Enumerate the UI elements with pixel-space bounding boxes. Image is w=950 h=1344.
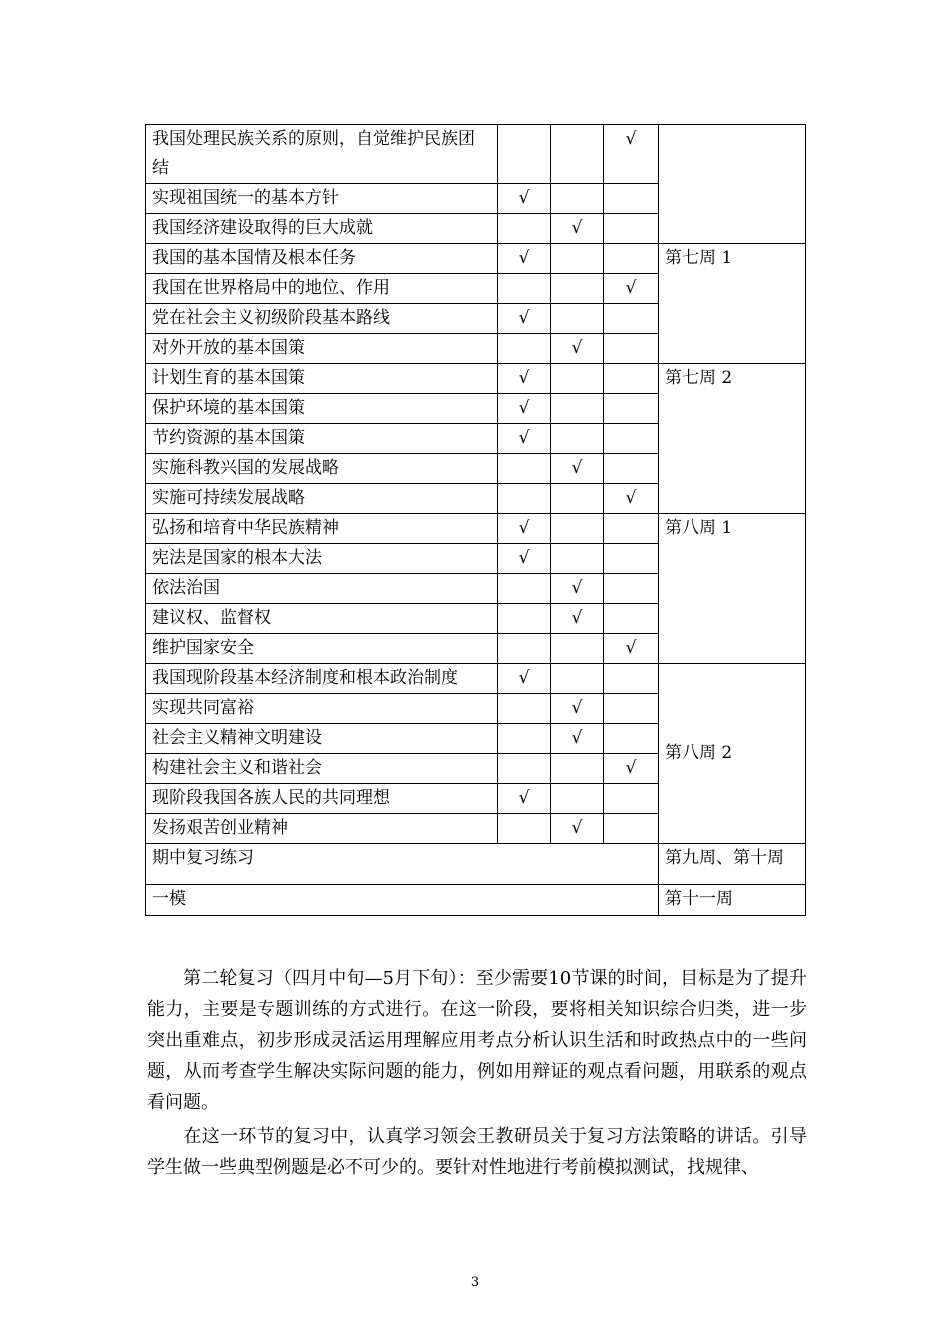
page-number: 3 [470, 1275, 480, 1290]
check-mark: √ [625, 278, 637, 298]
check-mark: √ [518, 548, 530, 568]
level-2-cell [551, 125, 604, 184]
level-1-cell [498, 484, 551, 514]
level-3-cell [604, 544, 659, 574]
level-3-cell [604, 454, 659, 484]
level-3-cell [604, 424, 659, 454]
level-3-cell [604, 604, 659, 634]
level-3-cell [604, 484, 659, 514]
level-2-cell [551, 394, 604, 424]
level-1-cell [498, 364, 551, 394]
level-1-cell [498, 184, 551, 214]
table-row [146, 664, 806, 694]
level-3-cell [604, 784, 659, 814]
level-2-cell [551, 214, 604, 244]
topic-cell: 我国在世界格局中的地位、作用 [146, 274, 498, 304]
level-3-cell [604, 634, 659, 664]
check-mark: √ [571, 338, 583, 358]
topic-cell: 计划生育的基本国策 [146, 364, 498, 394]
level-2-cell [551, 184, 604, 214]
check-mark: √ [625, 758, 637, 778]
level-2-cell [551, 544, 604, 574]
topic-cell: 对外开放的基本国策 [146, 334, 498, 364]
level-1-cell [498, 694, 551, 724]
level-2-cell [551, 274, 604, 304]
summary-label-cell: 一模 [146, 885, 659, 916]
level-1-cell [498, 514, 551, 544]
level-2-cell [551, 784, 604, 814]
check-mark: √ [571, 698, 583, 718]
level-3-cell [604, 244, 659, 274]
level-2-cell [551, 484, 604, 514]
level-2-cell [551, 694, 604, 724]
check-mark: √ [518, 248, 530, 268]
level-3-cell [604, 184, 659, 214]
topic-cell: 依法治国 [146, 574, 498, 604]
level-3-cell [604, 274, 659, 304]
summary-week-cell: 第九周、第十周 [659, 844, 806, 885]
level-1-cell [498, 424, 551, 454]
check-mark: √ [571, 218, 583, 238]
topic-cell: 现阶段我国各族人民的共同理想 [146, 784, 498, 814]
level-1-cell [498, 634, 551, 664]
check-mark: √ [571, 818, 583, 838]
level-2-cell [551, 334, 604, 364]
level-2-cell [551, 364, 604, 394]
level-1-cell [498, 304, 551, 334]
level-1-cell [498, 454, 551, 484]
check-mark: √ [518, 308, 530, 328]
level-3-cell [604, 214, 659, 244]
topic-cell: 社会主义精神文明建设 [146, 724, 498, 754]
table-row [146, 364, 806, 394]
topic-cell: 构建社会主义和谐社会 [146, 754, 498, 784]
topic-cell: 实现共同富裕 [146, 694, 498, 724]
level-1-cell [498, 574, 551, 604]
level-2-cell [551, 304, 604, 334]
topic-cell: 实施科教兴国的发展战略 [146, 454, 498, 484]
level-1-cell [498, 544, 551, 574]
table-row [146, 125, 806, 184]
week-cell [659, 125, 806, 244]
check-mark: √ [571, 728, 583, 748]
level-3-cell [604, 814, 659, 844]
topic-cell: 发扬艰苦创业精神 [146, 814, 498, 844]
check-mark: √ [625, 638, 637, 658]
level-1-cell [498, 244, 551, 274]
topic-cell: 党在社会主义初级阶段基本路线 [146, 304, 498, 334]
level-3-cell [604, 364, 659, 394]
level-3-cell [604, 514, 659, 544]
check-mark: √ [571, 458, 583, 478]
level-3-cell [604, 754, 659, 784]
topic-cell: 弘扬和培育中华民族精神 [146, 514, 498, 544]
check-mark: √ [518, 368, 530, 388]
level-3-cell [604, 394, 659, 424]
paragraph-review-method: 在这一环节的复习中，认真学习领会王教研员关于复习方法策略的讲话。引导学生做一些典型例题是必不可少的。要针对性地进行考前模拟测试，找规律、 [147, 1126, 807, 1178]
week-cell: 第七周 1 [659, 244, 806, 364]
level-1-cell [498, 814, 551, 844]
level-1-cell [498, 724, 551, 754]
level-2-cell [551, 604, 604, 634]
topic-cell: 节约资源的基本国策 [146, 424, 498, 454]
level-1-cell [498, 754, 551, 784]
check-mark: √ [518, 398, 530, 418]
level-2-cell [551, 574, 604, 604]
level-1-cell [498, 214, 551, 244]
level-3-cell [604, 694, 659, 724]
level-1-cell [498, 125, 551, 184]
level-1-cell [498, 274, 551, 304]
level-2-cell [551, 724, 604, 754]
topic-cell: 实现祖国统一的基本方针 [146, 184, 498, 214]
topic-cell: 建议权、监督权 [146, 604, 498, 634]
level-1-cell [498, 604, 551, 634]
check-mark: √ [571, 608, 583, 628]
level-2-cell [551, 424, 604, 454]
level-1-cell [498, 784, 551, 814]
level-1-cell [498, 394, 551, 424]
level-2-cell [551, 514, 604, 544]
level-1-cell [498, 664, 551, 694]
level-3-cell [604, 574, 659, 604]
topic-cell: 我国经济建设取得的巨大成就 [146, 214, 498, 244]
check-mark: √ [518, 668, 530, 688]
level-2-cell [551, 754, 604, 784]
topic-cell: 保护环境的基本国策 [146, 394, 498, 424]
level-3-cell [604, 334, 659, 364]
check-mark: √ [571, 578, 583, 598]
table-row [146, 244, 806, 274]
level-3-cell [604, 125, 659, 184]
level-2-cell [551, 634, 604, 664]
paragraph-second-round: 第二轮复习（四月中旬—5月下旬）：至少需要10节课的时间，目标是为了提升能力，主要是专题训练的方式进行。在这一阶段，要将相关知识综合归类，进一步突出重难点，初步形成灵活运用理解应用考点分析认识生活和时政热点中的一些问题，从而考查学生解决实际问题的能力，例如用辩证的观点看问题，用联系的观点看问题。 [147, 968, 807, 1113]
level-2-cell [551, 664, 604, 694]
check-mark: √ [625, 488, 637, 508]
topic-cell: 我国的基本国情及根本任务 [146, 244, 498, 274]
summary-row [146, 844, 806, 885]
level-2-cell [551, 814, 604, 844]
check-mark: √ [518, 428, 530, 448]
level-3-cell [604, 724, 659, 754]
week-cell: 第七周 2 [659, 364, 806, 514]
level-2-cell [551, 244, 604, 274]
check-mark: √ [518, 518, 530, 538]
level-2-cell [551, 454, 604, 484]
level-3-cell [604, 304, 659, 334]
summary-label-cell: 期中复习练习 [146, 844, 659, 885]
summary-week-cell: 第十一周 [659, 885, 806, 916]
summary-row [146, 885, 806, 916]
topic-cell: 我国处理民族关系的原则，自觉维护民族团结 [146, 125, 498, 184]
level-1-cell [498, 334, 551, 364]
review-schedule-table [145, 124, 806, 916]
check-mark: √ [518, 188, 530, 208]
topic-cell: 宪法是国家的根本大法 [146, 544, 498, 574]
check-mark: √ [625, 129, 637, 149]
table-row [146, 514, 806, 544]
week-cell: 第八周 1 [659, 514, 806, 664]
week-cell: 第八周 2 [659, 664, 806, 844]
topic-cell: 我国现阶段基本经济制度和根本政治制度 [146, 664, 498, 694]
topic-cell: 实施可持续发展战略 [146, 484, 498, 514]
topic-cell: 维护国家安全 [146, 634, 498, 664]
level-3-cell [604, 664, 659, 694]
check-mark: √ [518, 788, 530, 808]
